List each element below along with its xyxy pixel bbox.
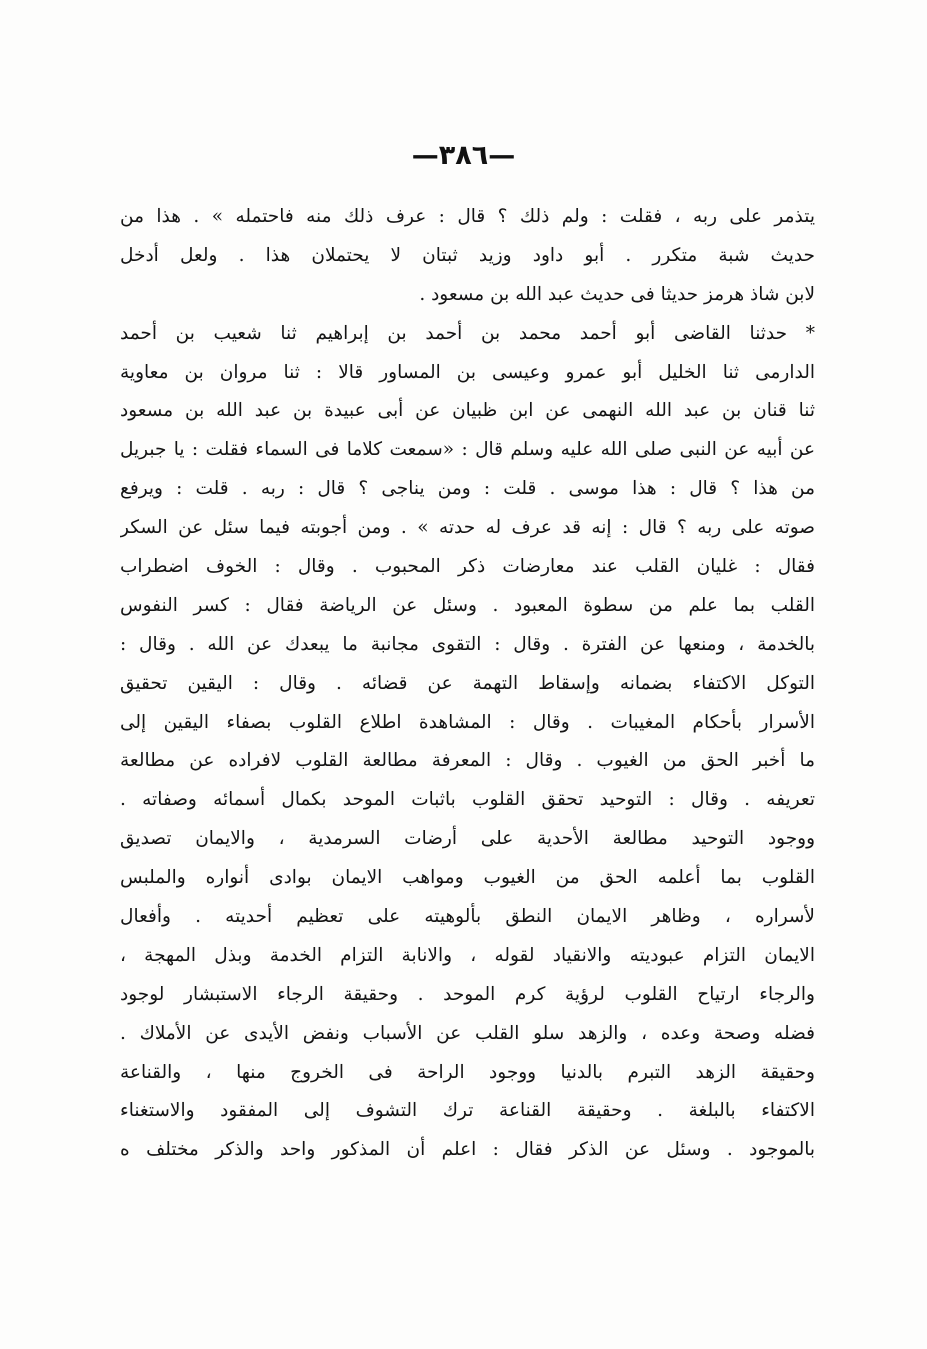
- text-line: لأسراره ، وظاهر الايمان النطق بألوهيته على تعظيم أحديته . وأفعال: [120, 906, 815, 928]
- text-line: بالخدمة ، ومنعها عن الفترة . وقال : التقوى مجانبة ما يبعدك عن الله . وقال :: [120, 633, 815, 655]
- text-line: تعريفه . وقال : التوحيد تحقق القلوب باثبات الموحد بكمال أسمائه وصفاته .: [120, 789, 815, 811]
- text-line: حديث شبة متكرر . أبو داود وزيد ثبتان لا يحتملان هذا . ولعل أدخل: [120, 244, 815, 266]
- text-line: * حدثنا القاضى أبو أحمد محمد بن أحمد بن إبراهيم ثنا شعيب بن أحمد: [120, 322, 815, 344]
- text-line: يتذمر على ربه ، فقلت : ولم ذلك ؟ قال : عرف ذلك منه فاحتمله » . هذا من: [120, 206, 815, 227]
- text-line: بالموجود . وسئل عن الذكر فقال : اعلم أن المذكور واحد والذكر مختلف ه: [120, 1139, 815, 1161]
- body-text: [120, 198, 815, 1170]
- text-line: القلوب بما أعلمه الحق من الغيوب ومواهب الايمان بوادى أنواره والملبس: [120, 867, 815, 889]
- text-line: ووجود التوحيد مطالعة الأحدية على أرضات السرمدية ، والايمان تصديق: [120, 828, 815, 850]
- text-line: الاكتفاء بالبلغة . وحقيقة القناعة ترك التشوف إلى المفقود والاستغناء: [120, 1100, 815, 1122]
- text-line: الدارمى ثنا الخليل أبو عمرو وعيسى بن المساور قالا : ثنا مروان بن معاوية: [120, 361, 815, 383]
- text-line: من هذا ؟ قال : هذا موسى . قلت : ومن يناجى ؟ قال : ربه . قلت : ويرفع: [120, 478, 815, 500]
- text-line: وحقيقة الزهد التبرم بالدنيا ووجود الراحة فى الخروج منها ، والقناعة: [120, 1061, 815, 1083]
- text-line: فضله وصحة وعده ، والزهد سلو القلب عن الأسباب ونفض الأيدى عن الأملاك .: [120, 1022, 815, 1044]
- text-line: القلب بما علم من سطوة المعبود . وسئل عن الرياضة فقال : كسر النفوس: [120, 594, 815, 616]
- text-line: والرجاء ارتياح القلوب لرؤية كرم الموحد . وحقيقة الرجاء الاستبشار لوجود: [120, 983, 815, 1005]
- text-line: صوته على ربه ؟ قال : إنه قد عرف له حدته » . ومن أجوبته فيما سئل عن السكر: [120, 517, 815, 539]
- text-line: ثنا قنان بن عبد الله النهمى عن ابن ظبيان عن أبى عبيدة بن عبد الله بن مسعود: [120, 400, 815, 422]
- text-line: الأسرار بأحكام المغيبات . وقال : المشاهدة اطلاع القلوب بصفاء اليقين إلى: [120, 711, 815, 733]
- text-line: التوكل الاكتفاء بضمانه وإسقاط التهمة عن قضائه . وقال : اليقين تحقيق: [120, 672, 815, 694]
- text-line: ما أخبر الحق من الغيوب . وقال : المعرفة مطالعة القلوب لافراده عن مطالعة: [120, 750, 815, 772]
- text-line: الايمان التزام عبوديته والانقياد لقوله ، والانابة التزام الخدمة وبذل المهجة ،: [120, 944, 815, 966]
- text-line: عن أبيه عن النبى صلى الله عليه وسلم قال : «سمعت كلاما فى السماء فقلت : يا جبريل: [120, 439, 815, 461]
- page-number: —٣٨٦—: [411, 140, 516, 171]
- text-line: فقال : غليان القلب عند معارضات ذكر المحبوب . وقال : الخوف اضطراب: [120, 556, 815, 578]
- text-line: لابن شاذ هرمز حديثا فى حديث عبد الله بن مسعود .: [419, 283, 815, 305]
